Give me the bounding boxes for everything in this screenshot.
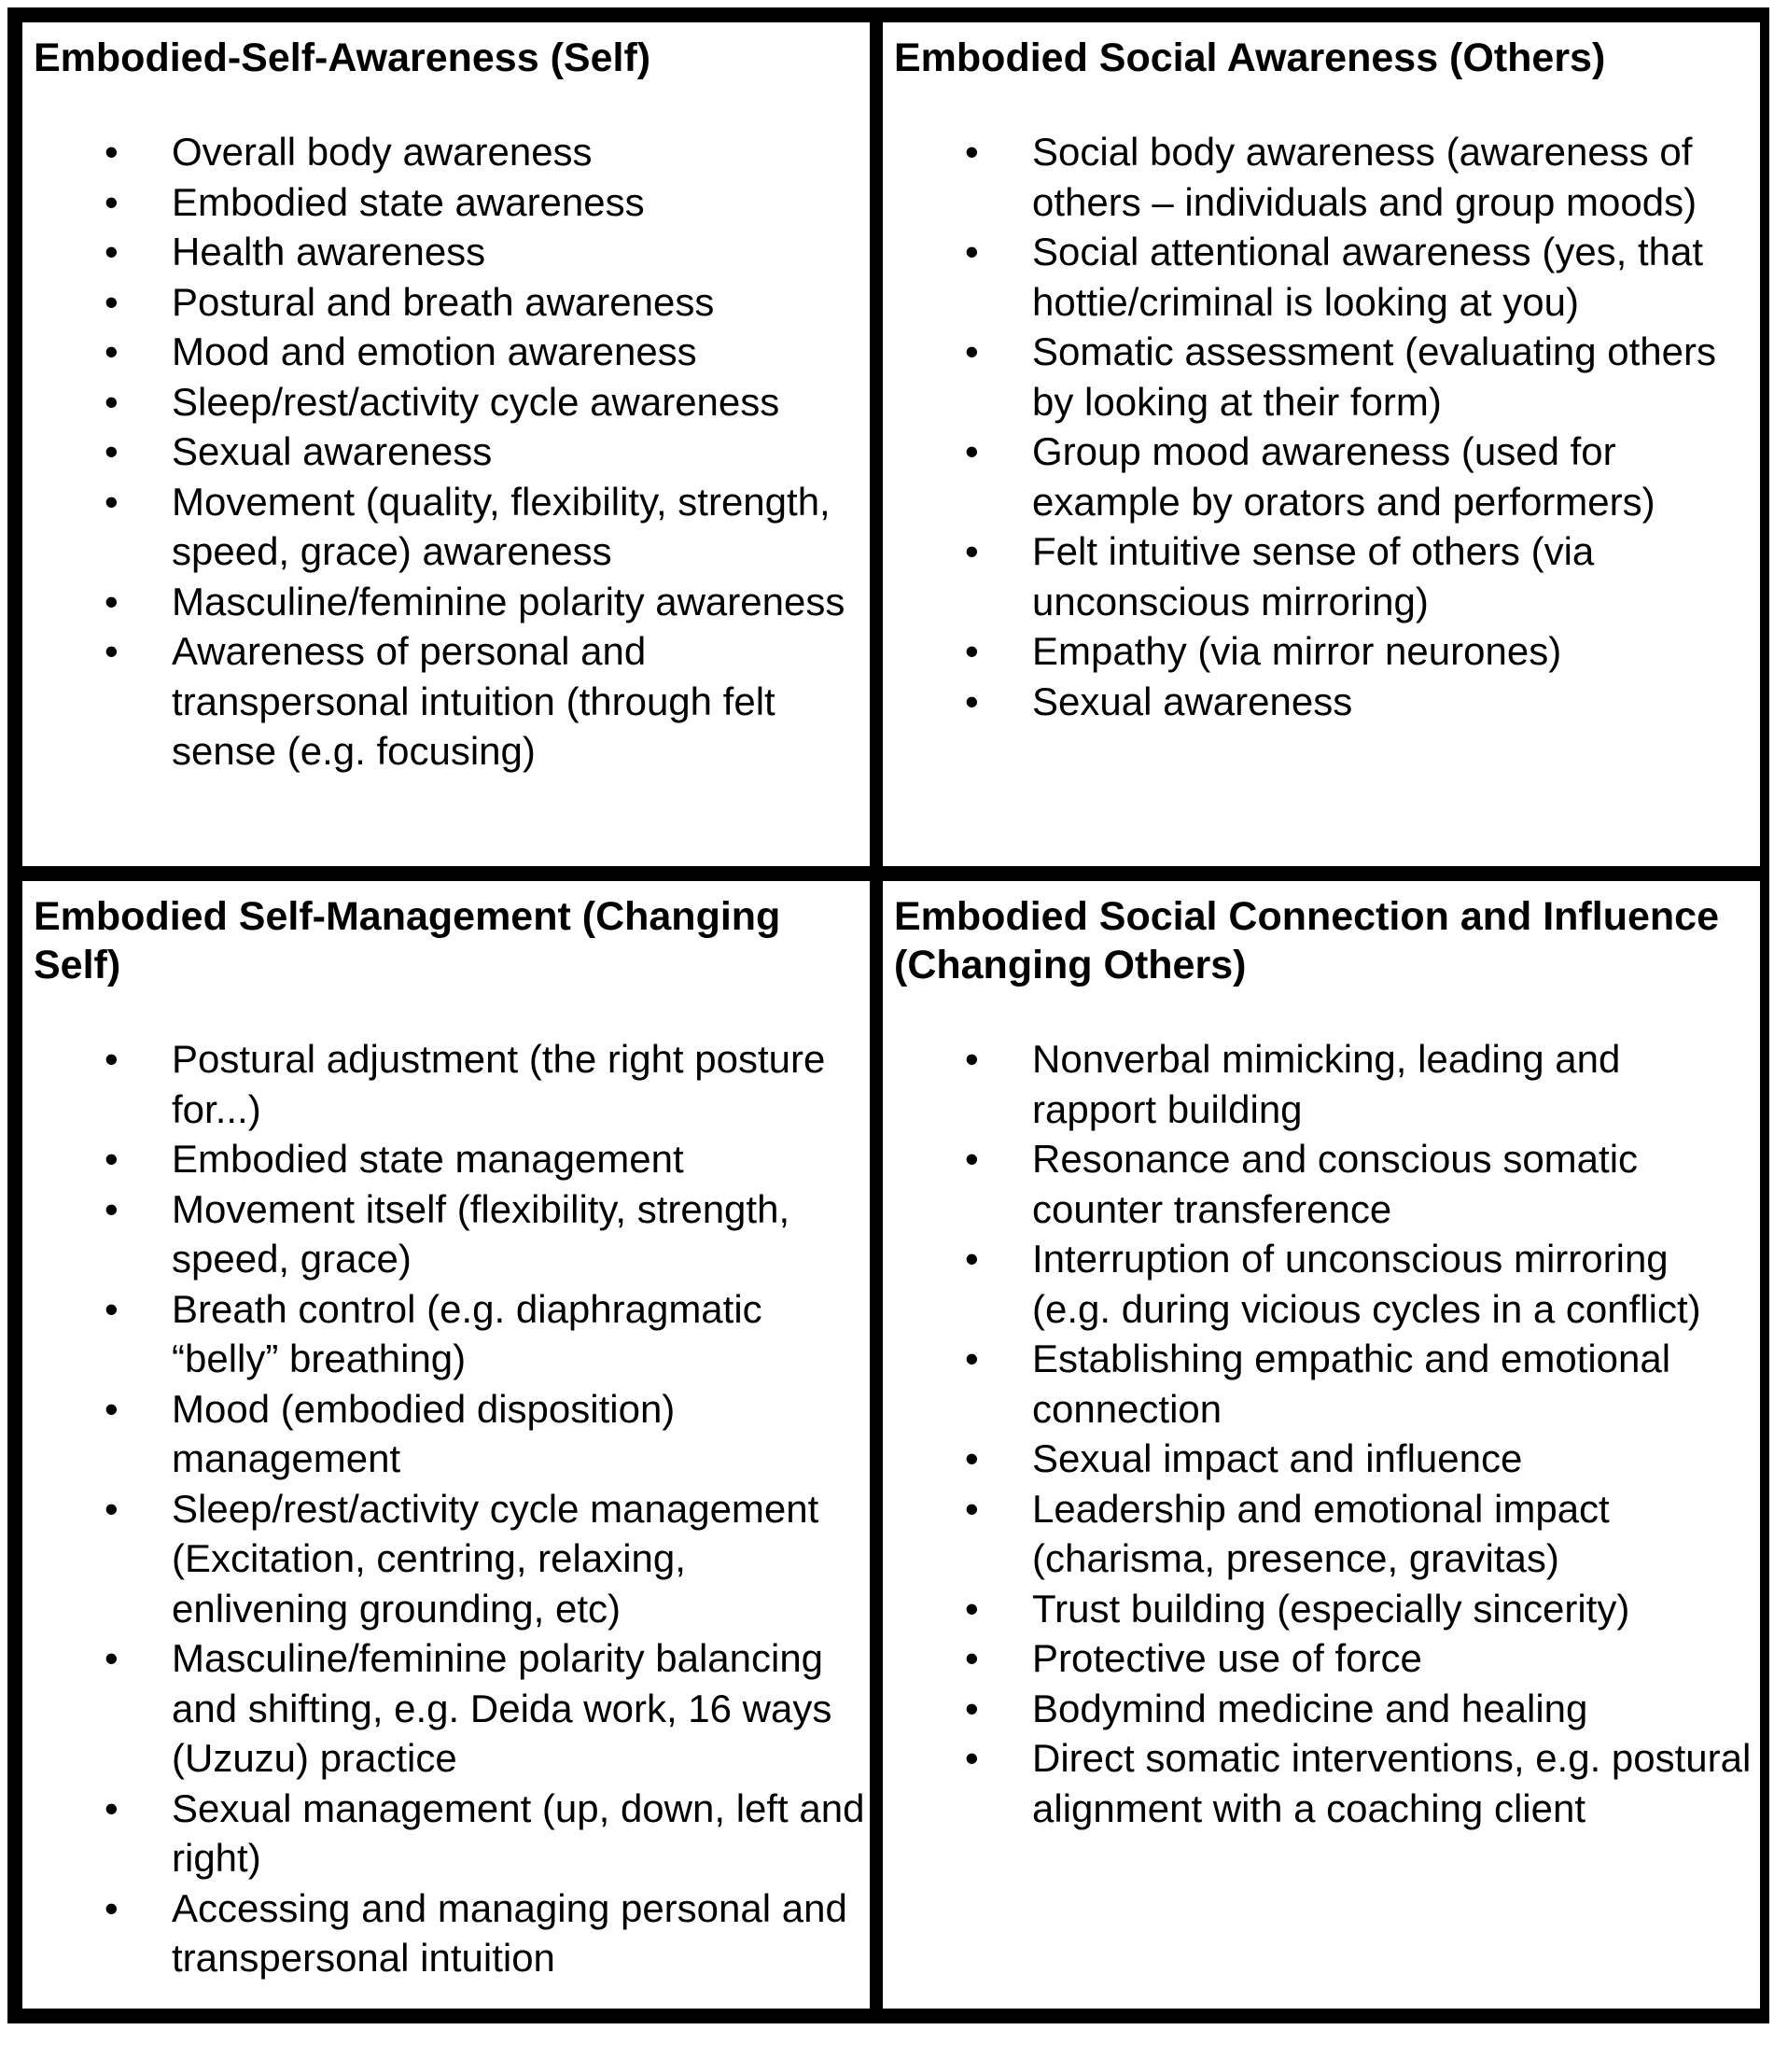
bullet-icon: •: [105, 1785, 119, 1830]
bullet-icon: •: [965, 1736, 979, 1780]
bullet-icon: •: [965, 329, 979, 373]
list-item: • Interruption of unconscious mirroring (e.g. during vicious cycles in a conflict): [894, 1234, 1760, 1334]
bullet-icon: •: [965, 679, 979, 723]
list-item: • Trust building (especially sincerity): [894, 1584, 1760, 1634]
bullet-icon: •: [105, 1286, 119, 1331]
item-list: [894, 1034, 1760, 1833]
bullet-icon: •: [965, 1137, 979, 1181]
bullet-icon: •: [105, 1636, 119, 1680]
bullet-icon: •: [965, 1486, 979, 1531]
bullet-icon: •: [105, 230, 119, 273]
list-item: • Awareness of personal and transpersonal intuition (through felt sense (e.g. focusing): [34, 626, 870, 777]
list-item: • Nonverbal mimicking, leading and rapport building: [894, 1034, 1760, 1134]
quadrant-self-awareness: [22, 22, 870, 866]
bullet-icon: •: [105, 1386, 119, 1431]
bullet-icon: •: [965, 429, 979, 473]
bullet-icon: •: [965, 1037, 979, 1081]
bullet-icon: •: [965, 1436, 979, 1480]
quadrant-title: Embodied Self-Management (Changing Self): [34, 894, 781, 987]
list-item: • Sleep/rest/activity cycle awareness: [34, 377, 870, 427]
list-item: • Postural adjustment (the right posture for...): [34, 1034, 870, 1134]
bullet-icon: •: [965, 1337, 979, 1380]
list-item: • Postural and breath awareness: [34, 277, 870, 328]
bullet-icon: •: [105, 130, 119, 174]
list-item: • Embodied state management: [34, 1134, 870, 1184]
list-item: • Masculine/feminine polarity balancing and shifting, e.g. Deida work, 16 ways (Uzuzu) practice: [34, 1633, 870, 1784]
list-item: • Social attentional awareness (yes, that hottie/criminal is looking at you): [894, 227, 1760, 327]
list-item: • Establishing empathic and emotional connection: [894, 1334, 1760, 1434]
bullet-icon: •: [965, 629, 979, 673]
bullet-icon: •: [105, 479, 119, 524]
bullet-icon: •: [965, 1636, 979, 1680]
bullet-icon: •: [105, 1486, 119, 1531]
list-item: • Health awareness: [34, 227, 870, 277]
bullet-icon: •: [965, 1237, 979, 1281]
bullet-icon: •: [105, 1037, 119, 1081]
bullet-icon: •: [105, 629, 119, 673]
list-item: • Resonance and conscious somatic counter transference: [894, 1134, 1760, 1234]
quadrant-social-connection: [883, 881, 1760, 2009]
list-item: • Empathy (via mirror neurones): [894, 626, 1760, 677]
bullet-icon: •: [105, 1885, 119, 1930]
list-item: • Felt intuitive sense of others (via unconscious mirroring): [894, 526, 1760, 626]
item-list: [34, 1034, 870, 1983]
list-item: • Sexual impact and influence: [894, 1434, 1760, 1484]
bullet-icon: •: [105, 1137, 119, 1181]
list-item: • Mood and emotion awareness: [34, 327, 870, 377]
list-item: • Social body awareness (awareness of others – individuals and group moods): [894, 127, 1760, 227]
bullet-icon: •: [105, 1186, 119, 1231]
list-item: • Breath control (e.g. diaphragmatic “belly” breathing): [34, 1284, 870, 1384]
quadrant-title: Embodied-Self-Awareness (Self): [34, 35, 651, 80]
quadrant-title: Embodied Social Connection and Influence (Changing Others): [894, 894, 1719, 987]
list-item: • Sexual awareness: [894, 677, 1760, 727]
list-item: • Movement (quality, flexibility, strength, speed, grace) awareness: [34, 477, 870, 577]
quadrant-title: Embodied Social Awareness (Others): [894, 35, 1606, 80]
list-item: • Leadership and emotional impact (charisma, presence, gravitas): [894, 1484, 1760, 1584]
item-list: [894, 127, 1760, 726]
list-item: • Bodymind medicine and healing: [894, 1684, 1760, 1734]
bullet-icon: •: [105, 329, 119, 373]
bullet-icon: •: [105, 379, 119, 424]
list-item: • Group mood awareness (used for example by orators and performers): [894, 427, 1760, 526]
list-item: • Accessing and managing personal and transpersonal intuition: [34, 1883, 870, 1983]
list-item: • Masculine/feminine polarity awareness: [34, 577, 870, 627]
list-item: • Sexual awareness: [34, 427, 870, 477]
item-list: [34, 127, 870, 777]
list-item: • Somatic assessment (evaluating others by looking at their form): [894, 327, 1760, 427]
list-item: • Mood (embodied disposition) management: [34, 1384, 870, 1484]
quadrant-self-management: [22, 881, 870, 2009]
bullet-icon: •: [105, 429, 119, 473]
quadrant-social-awareness: [883, 22, 1760, 866]
bullet-icon: •: [105, 179, 119, 224]
bullet-icon: •: [965, 1686, 979, 1730]
list-item: • Movement itself (flexibility, strength, speed, grace): [34, 1184, 870, 1284]
list-item: • Sexual management (up, down, left and right): [34, 1784, 870, 1883]
list-item: • Sleep/rest/activity cycle management (Excitation, centring, relaxing, enlivening grounding, etc): [34, 1484, 870, 1634]
list-item: • Overall body awareness: [34, 127, 870, 177]
bullet-icon: •: [965, 230, 979, 273]
list-item: • Direct somatic interventions, e.g. postural alignment with a coaching client: [894, 1733, 1760, 1833]
bullet-icon: •: [965, 1586, 979, 1631]
bullet-icon: •: [105, 579, 119, 623]
quadrant-table: [7, 7, 1769, 2023]
list-item: • Protective use of force: [894, 1633, 1760, 1684]
list-item: • Embodied state awareness: [34, 177, 870, 228]
bullet-icon: •: [105, 279, 119, 324]
bullet-icon: •: [965, 130, 979, 174]
bullet-icon: •: [965, 529, 979, 573]
